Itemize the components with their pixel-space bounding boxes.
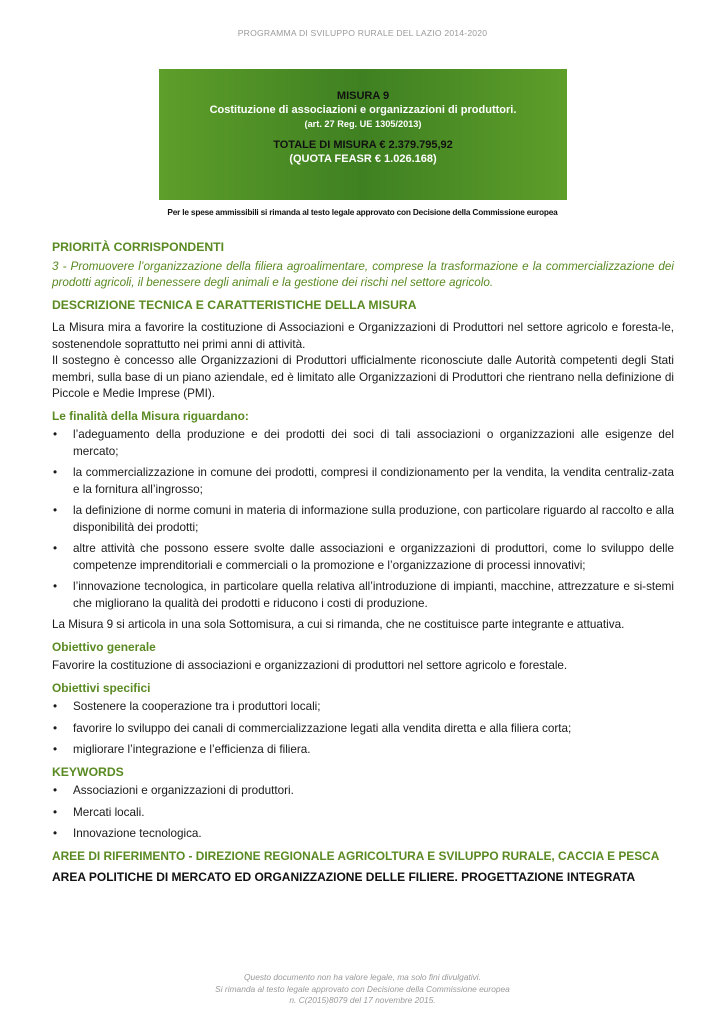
measure-reference: (art. 27 Reg. UE 1305/2013) xyxy=(304,119,422,129)
description-paragraph-2: Il sostegno è concesso alle Organizzazioni di Produttori ufficialmente riconosciute dalle Autorità competenti degli Stati membri, sulla base di un piano aziendale, ed è limitato alle Organizzazioni di Produttori che rientrano nella definizione di Piccole e Medie Imprese (PMI). xyxy=(52,354,674,400)
keywords-list xyxy=(52,783,674,843)
specific-objectives-list xyxy=(52,699,674,759)
list-item: • migliorare l’integrazione e l’efficienza di filiera. xyxy=(52,742,674,759)
list-item: • altre attività che possono essere svolte dalle associazioni e organizzazioni di produttori, come lo sviluppo delle competenze imprenditoriali e commerciali o la promozione e l’organizzazione di processi innovativi; xyxy=(52,541,674,574)
reference-area-name: AREA POLITICHE DI MERCATO ED ORGANIZZAZIONE DELLE FILIERE. PROGETTAZIONE INTEGRATA xyxy=(52,870,636,884)
eligible-expenses-note: Per le spese ammissibili si rimanda al testo legale approvato con Decisione della Commissione europea xyxy=(167,207,558,217)
footer-line-3: n. C(2015)8079 del 17 novembre 2015. xyxy=(289,995,436,1005)
description-paragraph-1: La Misura mira a favorire la costituzione di Associazioni e Organizzazioni di Produttori nel settore agricolo e foresta-le, sostenendole soprattutto nei primi anni di attività. xyxy=(52,321,674,351)
list-item: • la definizione di norme comuni in materia di informazione sulla produzione, con particolare riguardo al raccolto e alla disponibilità dei prodotti; xyxy=(52,503,674,536)
general-objective-heading: Obiettivo generale xyxy=(52,639,156,654)
description-heading: DESCRIZIONE TECNICA E CARATTERISTICHE DELLA MISURA xyxy=(52,297,417,312)
list-item: • l’innovazione tecnologica, in particolare quella relativa all’introduzione di impianti, macchine, attrezzature e si-stemi che migliorano la qualità dei prodotti e riducono i costi di produzione. xyxy=(52,579,674,612)
priority-text: 3 - Promuovere l’organizzazione della filiera agroalimentare, comprese la trasformazione e la commercializzazione dei prodotti agricoli, il benessere degli animali e la gestione dei rischi nel settore agricolo. xyxy=(52,259,674,289)
measure-quota: (QUOTA FEASR € 1.026.168) xyxy=(289,153,437,165)
document-body xyxy=(52,239,674,886)
description-paragraph-3: La Misura 9 si articola in una sola Sottomisura, a cui si rimanda, che ne costituisce parte integrante e attuativa. xyxy=(52,618,625,631)
measure-summary-box xyxy=(159,69,567,200)
list-item: • Associazioni e organizzazioni di produttori. xyxy=(52,783,674,800)
reference-areas-heading: AREE DI RIFERIMENTO - DIREZIONE REGIONALE AGRICOLTURA E SVILUPPO RURALE, CACCIA E PESCA xyxy=(52,848,660,863)
general-objective-text: Favorire la costituzione di associazioni e organizzazioni di produttori nel settore agricolo e forestale. xyxy=(52,659,568,672)
list-item: • la commercializzazione in comune dei prodotti, compresi il condizionamento per la vendita, la vendita centraliz-zata e la fornitura all’ingrosso; xyxy=(52,465,674,498)
footer-line-2: Si rimanda al testo legale approvato con Decisione della Commissione europea xyxy=(215,983,510,994)
purposes-heading: Le finalità della Misura riguardano: xyxy=(52,408,249,423)
list-item: • favorire lo sviluppo dei canali di commercializzazione legati alla vendita diretta e alla filiera corta; xyxy=(52,721,674,738)
list-item: • Innovazione tecnologica. xyxy=(52,826,674,843)
legal-footer xyxy=(0,972,725,1007)
purposes-list xyxy=(52,427,674,612)
priority-heading: PRIORITÀ CORRISPONDENTI xyxy=(52,240,224,254)
list-item: • Mercati locali. xyxy=(52,805,674,822)
measure-name: Costituzione di associazioni e organizzazioni di produttori. xyxy=(209,104,517,116)
list-item: • Sostenere la cooperazione tra i produttori locali; xyxy=(52,699,674,716)
keywords-heading: KEYWORDS xyxy=(52,764,124,779)
measure-total: TOTALE DI MISURA € 2.379.795,92 xyxy=(273,139,453,151)
measure-title: MISURA 9 xyxy=(336,90,390,102)
running-header: PROGRAMMA DI SVILUPPO RURALE DEL LAZIO 2014-2020 xyxy=(237,28,488,38)
list-item: • l’adeguamento della produzione e dei prodotti dei soci di tali associazioni o organizzazioni alle esigenze del mercato; xyxy=(52,427,674,460)
specific-objectives-heading: Obiettivi specifici xyxy=(52,680,151,695)
footer-line-1: Questo documento non ha valore legale, ma solo fini divulgativi. xyxy=(244,972,481,982)
